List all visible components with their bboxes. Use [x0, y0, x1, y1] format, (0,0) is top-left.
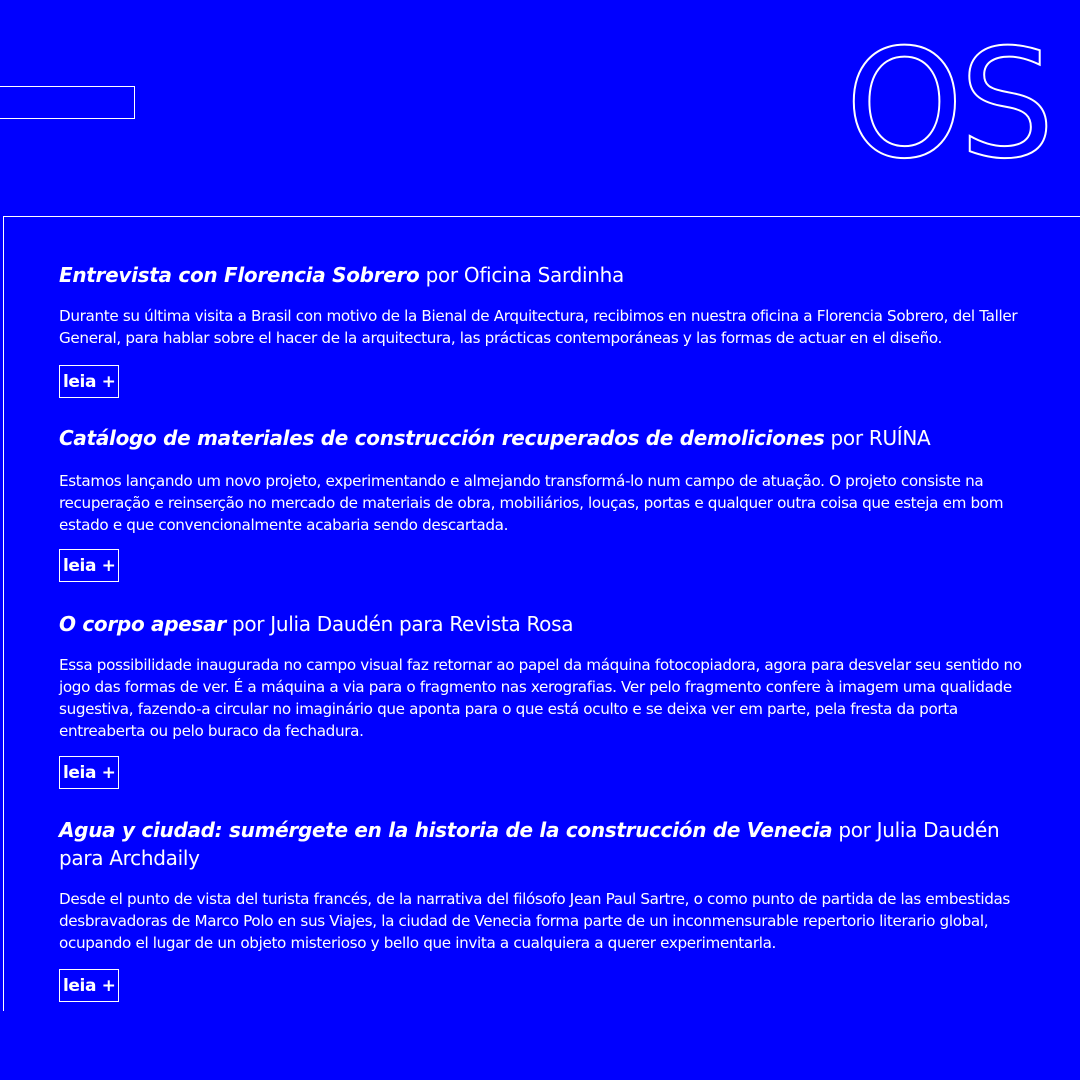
article-title[interactable] — [59, 261, 1049, 289]
article-title[interactable] — [59, 610, 1049, 638]
article-item — [59, 816, 1049, 996]
article-excerpt: Desde el punto de vista del turista francés, de la narrativa del filósofo Jean Paul Sartre, o como punto de partida de las embestidas desbravadoras de Marco Polo en sus Viajes, la ciudad de Venecia forma parte de un inconmensurable repertorio literario global, ocupando el lugar de un objeto misterioso y bello que invita a cualquiera a querer experimentarla. — [59, 890, 1010, 952]
article-item — [59, 261, 1049, 392]
article-byline: por Julia Daudén para Revista Rosa — [231, 612, 574, 636]
article-title[interactable] — [59, 816, 1019, 872]
article-byline: por RUÍNA — [830, 426, 931, 450]
content-left-rule — [3, 216, 4, 1011]
menu-box[interactable] — [0, 86, 135, 119]
header-divider — [3, 216, 1080, 217]
article-item — [59, 610, 1049, 783]
article-excerpt: Essa possibilidade inaugurada no campo visual faz retornar ao papel da máquina fotocopiadora, agora para desvelar seu sentido no jogo das formas de ver. É a máquina a via para o fragmento nas xerografias. Ver pelo fragmento confere à imagem uma qualidade sugestiva, fazendo-a circular no imaginário que aponta para o que está oculto e se deixa ver em parte, pela fresta da porta entreaberta ou pelo buraco da fechadura. — [59, 656, 1022, 740]
logo[interactable] — [838, 26, 1058, 176]
read-more-button[interactable]: leia + — [59, 549, 119, 582]
article-title-main[interactable]: Entrevista con Florencia Sobrero — [59, 263, 420, 287]
article-item — [59, 424, 1049, 576]
article-byline: por Oficina Sardinha — [425, 263, 624, 287]
logo-os-mark — [838, 26, 1058, 176]
logo-text: OS — [845, 26, 1051, 176]
article-byline: por Julia Daudén para Archdaily — [59, 818, 1000, 870]
article-title[interactable] — [59, 424, 1049, 452]
read-more-button[interactable]: leia + — [59, 365, 119, 398]
article-title-main[interactable]: O corpo apesar — [59, 612, 226, 636]
read-more-button[interactable]: leia + — [59, 969, 119, 1002]
article-excerpt: Estamos lançando um novo projeto, experimentando e almejando transformá-lo num campo de atuação. O projeto consiste na recuperação e reinserção no mercado de materiais de obra, mobiliários, louças, portas e qualquer outra coisa que esteja em bom estado e que convencionalmente acabaria sendo descartada. — [59, 472, 1004, 534]
article-title-main[interactable]: Agua y ciudad: sumérgete en la historia de la construcción de Venecia — [59, 818, 833, 842]
read-more-button[interactable]: leia + — [59, 756, 119, 789]
article-title-main[interactable]: Catálogo de materiales de construcción recuperados de demoliciones — [59, 426, 825, 450]
article-excerpt: Durante su última visita a Brasil con motivo de la Bienal de Arquitectura, recibimos en nuestra oficina a Florencia Sobrero, del Taller General, para hablar sobre el hacer de la arquitectura, las prácticas contemporáneas y las formas de actuar en el diseño. — [59, 307, 1018, 347]
